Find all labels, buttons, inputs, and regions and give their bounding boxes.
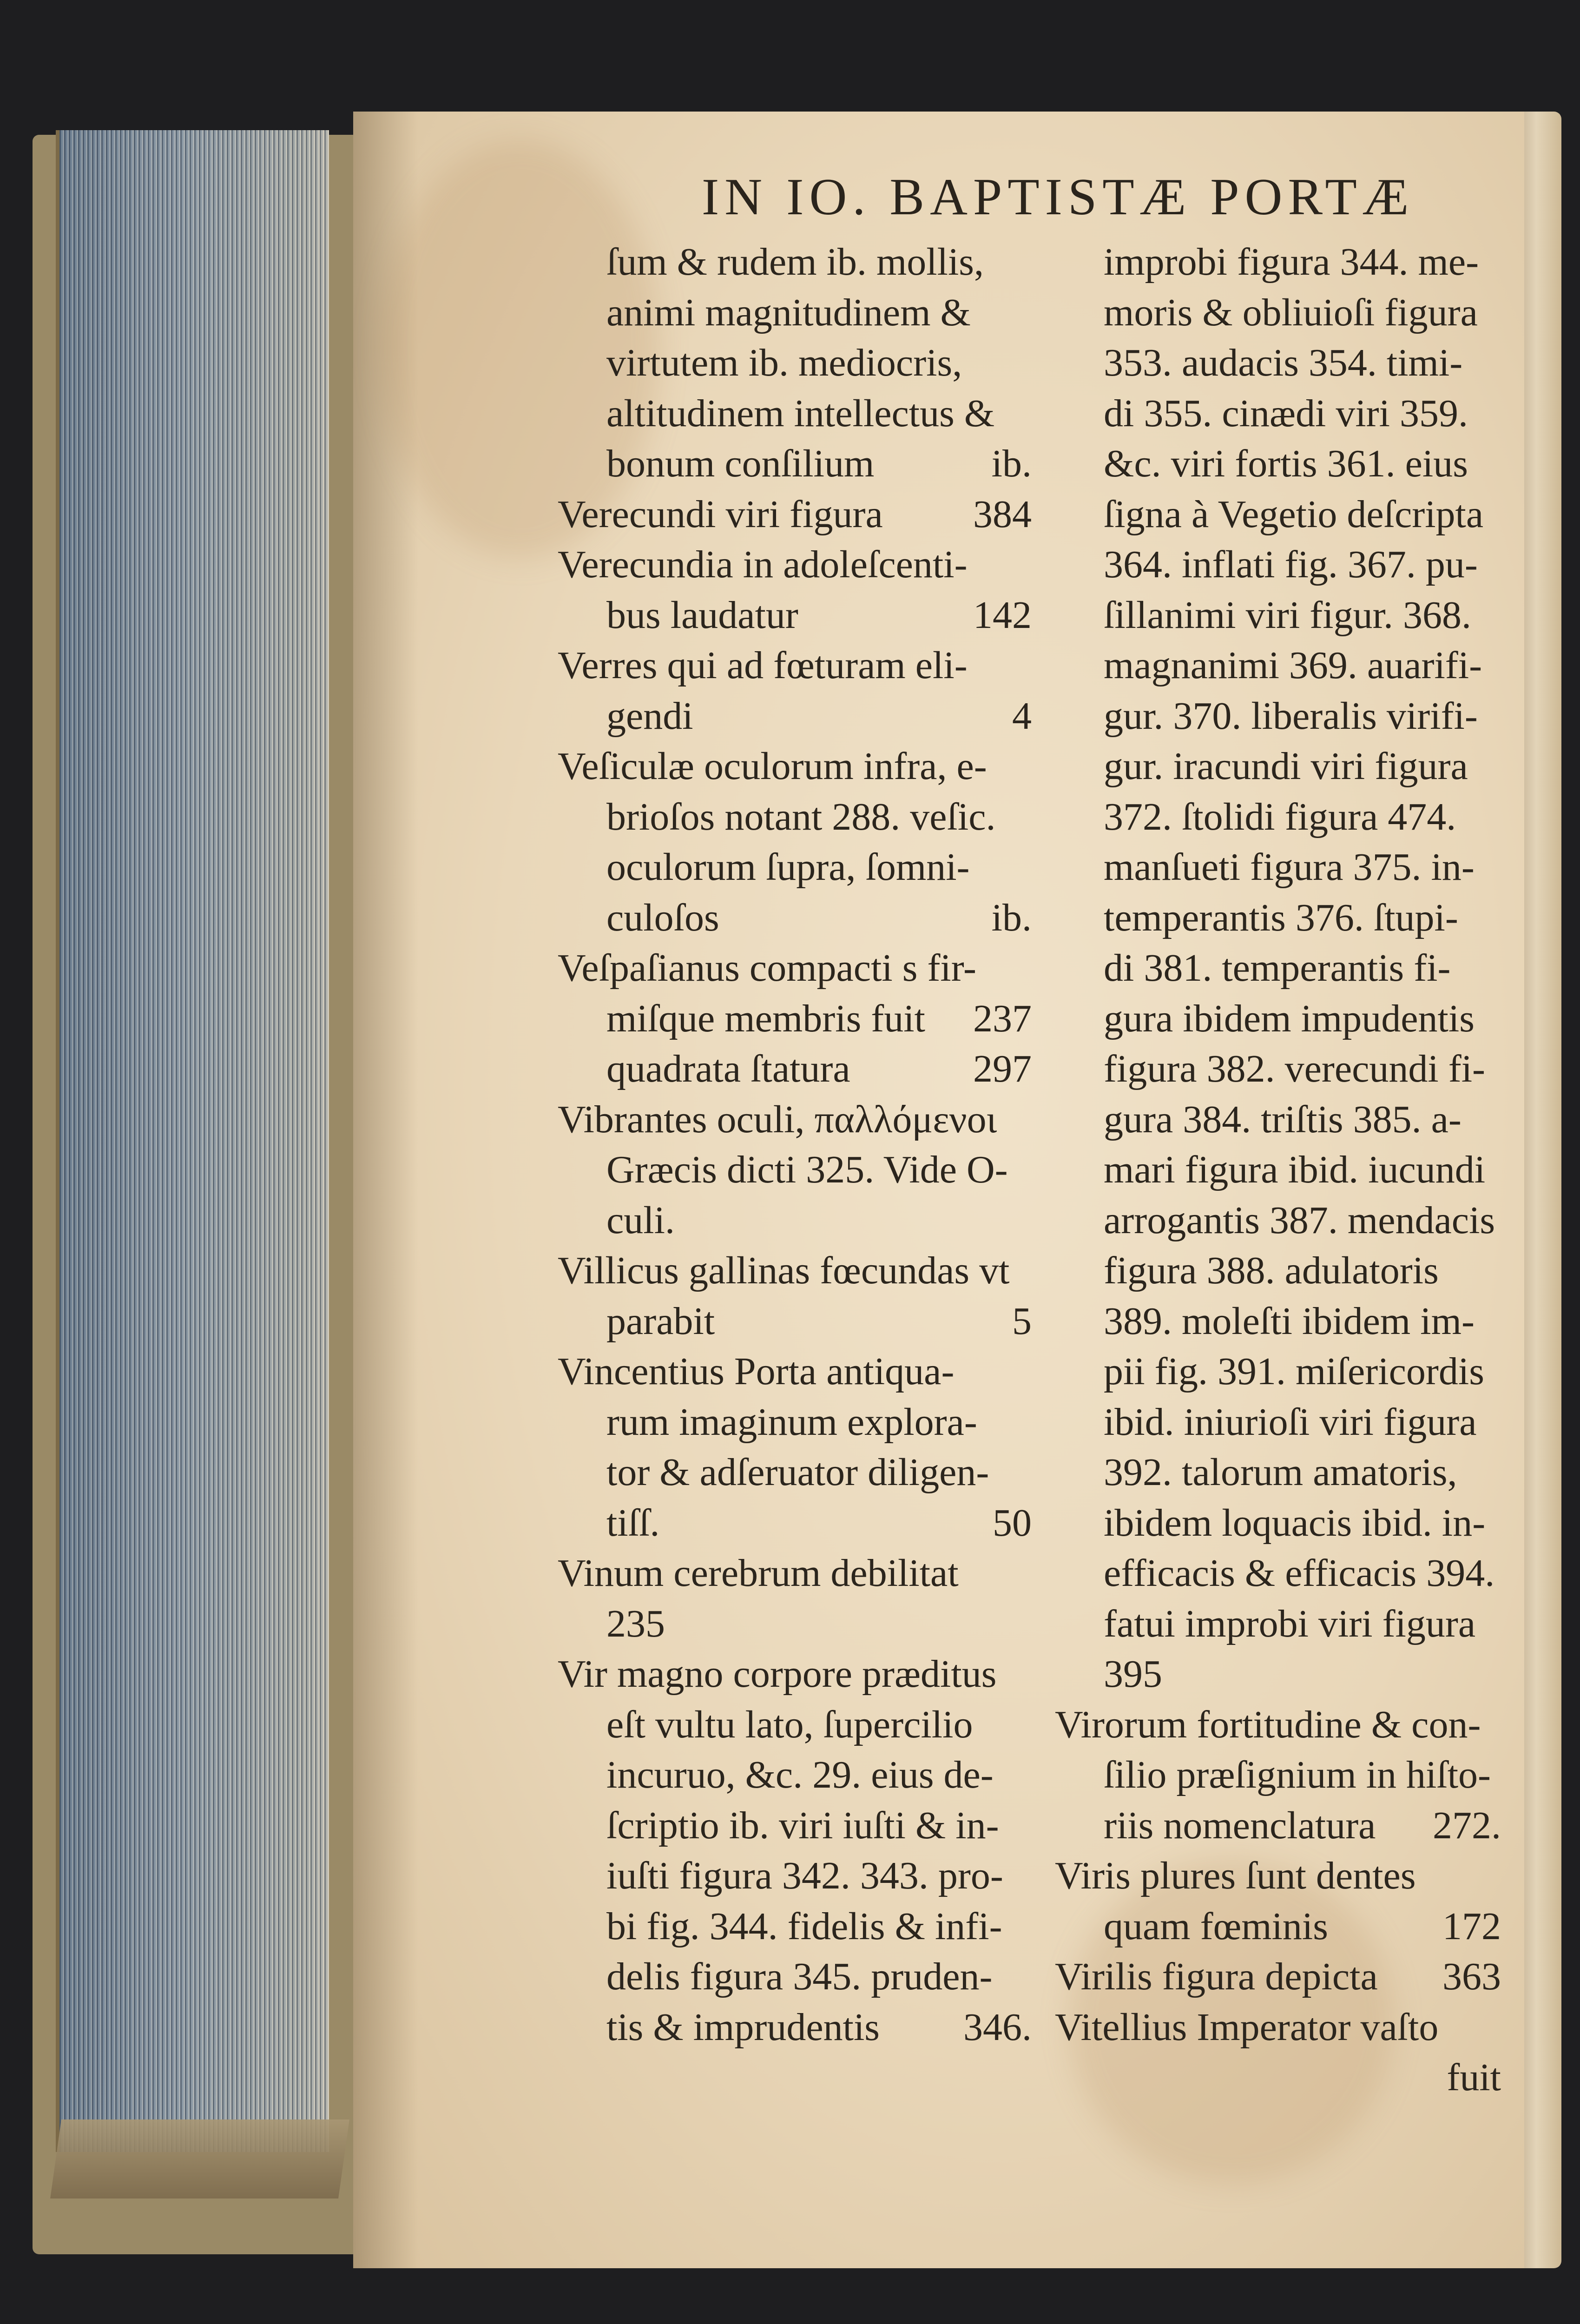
entry-text: Verecundia in adoleſcenti- [558,543,968,586]
index-entry-line [1055,842,1501,893]
index-entry-line [558,1044,1032,1095]
entry-text: magnanimi 369. auarifi- [1104,644,1482,687]
index-entry-line [558,489,1032,540]
entry-text: tis & imprudentis [606,2005,880,2049]
index-entry-line [558,1952,1032,2002]
entry-text: Veſiculæ oculorum infra, e- [558,745,987,788]
entry-text: figura 382. verecundi fi- [1104,1047,1486,1090]
catchword: fuit [1447,2056,1501,2099]
entry-text: 235 [606,1602,665,1645]
index-entry-line [1055,1851,1501,1901]
entry-text: brioſos notant 288. veſic. [606,795,996,838]
entry-text: eſt vultu lato, ſupercilio [606,1703,973,1746]
entry-page-number: ib. [991,442,1032,485]
entry-text: bonum conſilium [606,442,875,485]
index-entry-line [558,2002,1032,2053]
index-entry-line [1055,1901,1501,1952]
entry-text: pii fig. 391. miſericordis [1104,1350,1484,1393]
index-entry-line [1055,489,1501,540]
entry-text: moris & obliuioſi figura [1104,290,1478,334]
index-entry-line [558,1347,1032,1397]
index-entry-line [1055,1952,1501,2002]
entry-text: bi fig. 344. fidelis & infi- [606,1904,1002,1948]
entry-text: gendi [606,694,693,738]
index-entry-line [558,893,1032,944]
index-entry-line [1055,1347,1501,1397]
entry-text: 372. ſtolidi figura 474. [1104,795,1456,838]
index-entry-line [558,1750,1032,1801]
index-entry-line [558,1700,1032,1750]
index-entry-line [1055,2002,1501,2053]
entry-text: 353. audacis 354. timi- [1104,341,1463,384]
entry-page-number: 384 [973,492,1032,536]
index-entry-line [558,1649,1032,1700]
entry-page-number: 363 [1442,1955,1501,1998]
entry-text: ſum & rudem ib. mollis, [606,240,984,284]
entry-text: ſillanimi viri figur. 368. [1104,593,1471,637]
index-entry-line [1055,994,1501,1044]
entry-text: Vinum cerebrum debilitat [558,1552,959,1595]
index-entry-line [558,1145,1032,1195]
entry-text: gura ibidem impudentis [1104,997,1475,1040]
entry-text: culi. [606,1198,675,1242]
page-block-edge [56,130,329,2152]
index-entry-line [1055,893,1501,944]
index-entry-line [558,540,1032,590]
index-entry-line [558,389,1032,439]
entry-text: efficacis & efficacis 394. [1104,1552,1495,1595]
entry-text: arrogantis 387. mendacis [1104,1198,1495,1242]
index-entry-line [1055,1548,1501,1599]
entry-text: altitudinem intellectus & [606,391,995,435]
entry-text: mari figura ibid. iucundi [1104,1148,1486,1191]
entry-page-number: 237 [973,997,1032,1040]
index-entry-line [558,237,1032,288]
entry-text: &c. viri fortis 361. eius [1104,442,1468,485]
entry-text: Veſpaſianus compacti s fir- [558,946,977,990]
entry-page-number: 5 [1012,1299,1032,1343]
index-entry-line [558,943,1032,994]
entry-text: di 381. temperantis fi- [1104,946,1451,990]
entry-text: quam fœminis [1104,1904,1328,1948]
entry-text: di 355. cinædi viri 359. [1104,391,1468,435]
index-entry-line [558,1397,1032,1448]
index-entry-line [1055,1649,1501,1700]
entry-page-number: 346. [963,2005,1032,2049]
entry-text: Vir magno corpore præditus [558,1652,997,1696]
index-entry-line [558,1599,1032,1650]
entry-page-number: 297 [973,1047,1032,1090]
index-entry-line [558,842,1032,893]
entry-text: Verecundi viri figura [558,492,883,536]
entry-text: manſueti figura 375. in- [1104,845,1475,889]
entry-text: 392. talorum amatoris, [1104,1451,1457,1494]
entry-text: ſilio præſignium in hiſto- [1104,1753,1491,1796]
cover-corner [50,2119,349,2199]
entry-text: oculorum ſupra, ſomni- [606,845,970,889]
index-entry-line [558,1246,1032,1296]
entry-text: ibidem loquacis ibid. in- [1104,1501,1486,1545]
index-entry-line [1055,1044,1501,1095]
entry-text: gur. iracundi viri figura [1104,745,1468,788]
index-entry-line [558,1447,1032,1498]
entry-text: Villicus gallinas fœcundas vt [558,1249,1010,1292]
entry-text: ibid. iniurioſi viri figura [1104,1400,1477,1444]
index-entry-line [558,1901,1032,1952]
entry-text: Vincentius Porta antiqua- [558,1350,955,1393]
entry-page-number: 50 [993,1501,1032,1545]
running-header: IN IO. BAPTISTÆ PORTÆ [702,168,1415,226]
entry-page-number: 142 [973,593,1032,637]
entry-text: iuſti figura 342. 343. pro- [606,1854,1003,1897]
index-entry-line [1055,590,1501,641]
entry-text: culoſos [606,896,719,939]
index-entry-line [1055,1498,1501,1549]
index-entry-line [1055,338,1501,389]
entry-text: incuruo, &c. 29. eius de- [606,1753,994,1796]
entry-text: gur. 370. liberalis virifi- [1104,694,1478,738]
entry-text: fatui improbi viri figura [1104,1602,1476,1645]
entry-text: ſcriptio ib. viri iuſti & in- [606,1803,999,1847]
index-entry-line [1055,1195,1501,1246]
index-entry-line [558,439,1032,489]
index-entry-line [1055,1095,1501,1145]
entry-text: animi magnitudinem & [606,290,971,334]
entry-text: miſque membris fuit [606,997,925,1040]
entry-text: rum imaginum explora- [606,1400,977,1444]
index-entry-line [1055,640,1501,691]
index-entry-line [1055,389,1501,439]
entry-text: Virorum fortitudine & con- [1055,1703,1481,1746]
index-entry-line [558,288,1032,338]
index-entry-line [1055,741,1501,792]
entry-text: tor & adſeruator diligen- [606,1451,989,1494]
entry-text: parabit [606,1299,715,1343]
entry-text: Græcis dicti 325. Vide O- [606,1148,1008,1191]
index-entry-line [1055,1447,1501,1498]
index-entry-line [1055,1700,1501,1750]
index-entry-line [558,640,1032,691]
index-entry-line [1055,2053,1501,2103]
entry-text: virtutem ib. mediocris, [606,341,962,384]
index-entry-line [1055,1750,1501,1801]
index-entry-line [1055,288,1501,338]
entry-text: delis figura 345. pruden- [606,1955,993,1998]
entry-page-number: 272. [1433,1803,1501,1847]
entry-text: 395 [1104,1652,1162,1696]
index-entry-line [1055,540,1501,590]
entry-text: figura 388. adulatoris [1104,1249,1439,1292]
index-entry-line [1055,691,1501,742]
facing-page-edge [1520,112,1561,2268]
index-entry-line [558,1195,1032,1246]
entry-page-number: ib. [991,896,1032,939]
entry-text: Viris plures ſunt dentes [1055,1854,1416,1897]
entry-text: 389. moleſti ibidem im- [1104,1299,1475,1343]
index-entry-line [1055,1801,1501,1851]
index-entry-line [558,1095,1032,1145]
entry-text: Vitellius Imperator vaſto [1055,2005,1439,2049]
entry-text: tiſſ. [606,1501,660,1545]
index-entry-line [1055,1145,1501,1195]
index-entry-line [558,1296,1032,1347]
entry-text: Virilis figura depicta [1055,1955,1378,1998]
entry-text: improbi figura 344. me- [1104,240,1479,284]
index-entry-line [1055,792,1501,843]
index-entry-line [1055,439,1501,489]
index-entry-line [558,792,1032,843]
index-entry-line [1055,1246,1501,1296]
entry-text: 364. inflati fig. 367. pu- [1104,543,1478,586]
entry-page-number: 172 [1442,1904,1501,1948]
index-entry-line [558,741,1032,792]
index-entry-line [1055,1599,1501,1650]
entry-text: Vibrantes oculi, παλλόμενοι [558,1097,997,1141]
entry-text: Verres qui ad fœturam eli- [558,644,968,687]
index-entry-line [558,1498,1032,1549]
entry-text: gura 384. triſtis 385. a- [1104,1097,1462,1141]
index-entry-line [1055,1296,1501,1347]
index-entry-line [558,1851,1032,1901]
index-entry-line [1055,943,1501,994]
index-column-right [1055,237,1501,2103]
index-entry-line [558,994,1032,1044]
index-entry-line [558,1801,1032,1851]
index-entry-line [558,338,1032,389]
index-entry-line [558,1548,1032,1599]
entry-page-number: 4 [1012,694,1032,738]
index-entry-line [1055,1397,1501,1448]
entry-text: ſigna à Vegetio deſcripta [1104,492,1484,536]
entry-text: temperantis 376. ſtupi- [1104,896,1458,939]
index-column-left [558,237,1032,2053]
entry-text: riis nomenclatura [1104,1803,1376,1847]
index-entry-line [1055,237,1501,288]
entry-text: quadrata ſtatura [606,1047,850,1090]
entry-text: bus laudatur [606,593,798,637]
index-entry-line [558,590,1032,641]
index-entry-line [558,691,1032,742]
